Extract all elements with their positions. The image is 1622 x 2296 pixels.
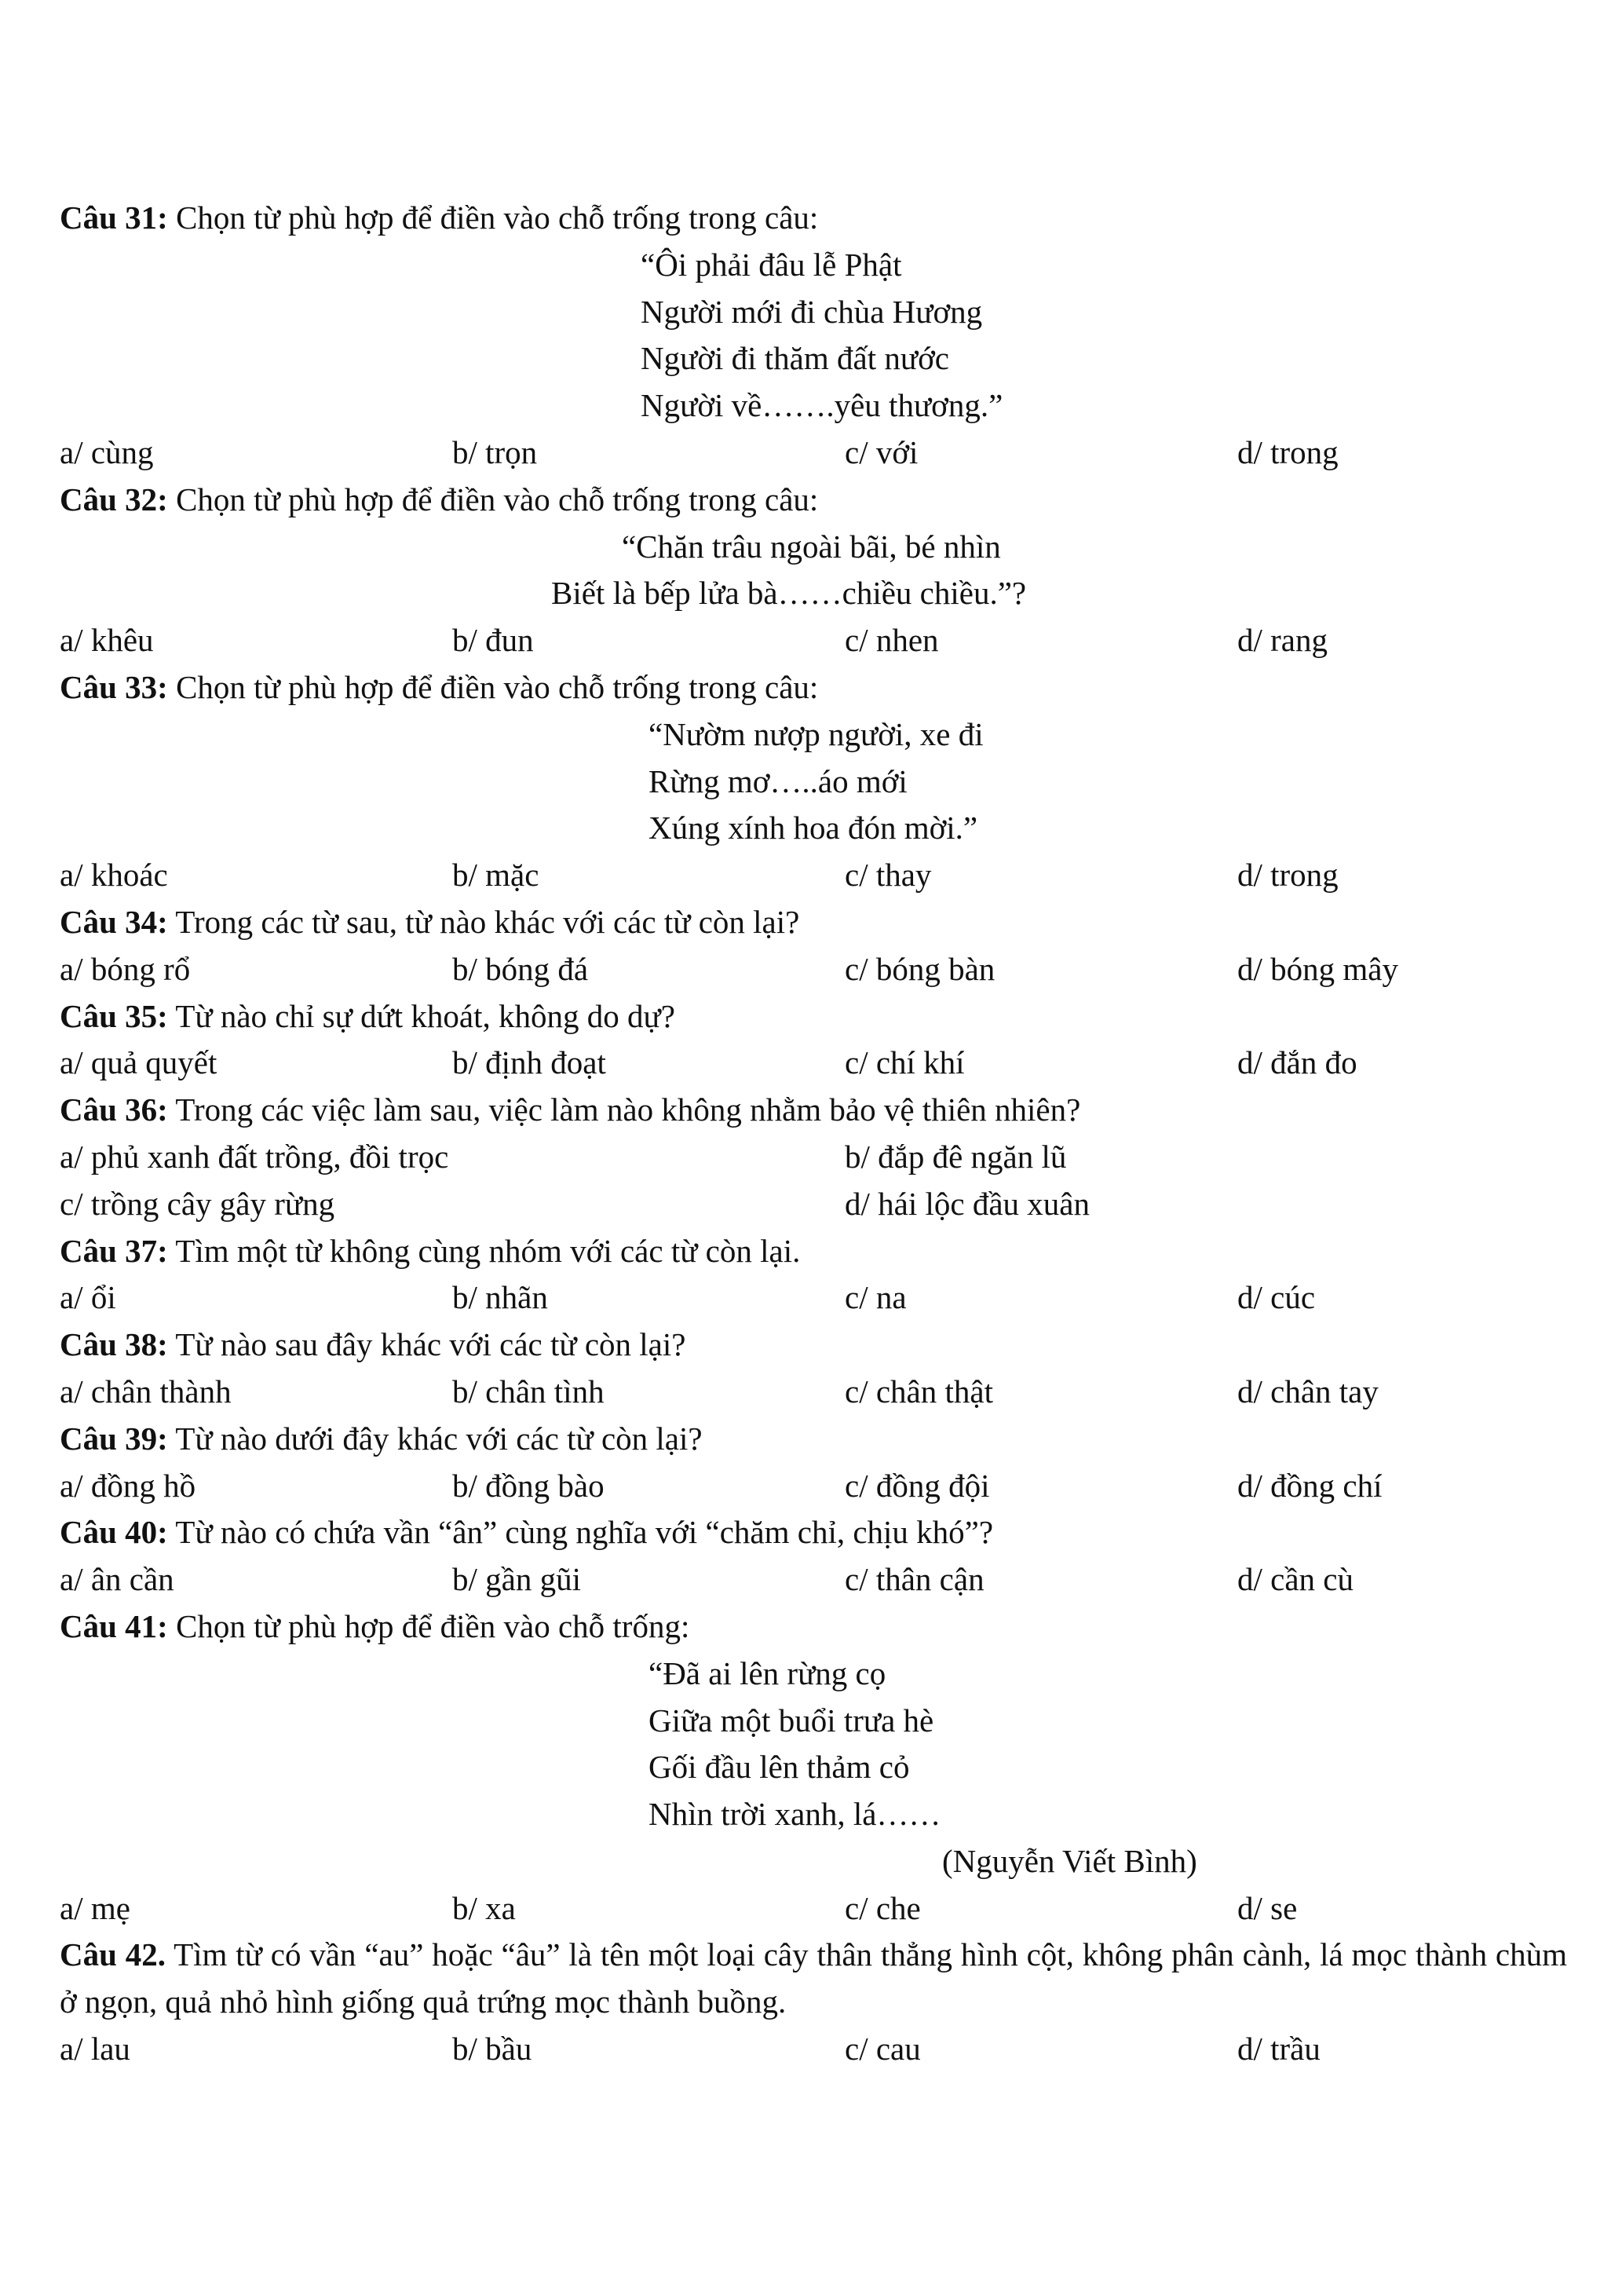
question-number: Câu 39: [60,1420,168,1457]
option-d: d/ cần cù [1237,1561,1353,1598]
question-number: Câu 41: [60,1607,168,1644]
option-b: b/ đồng bào [452,1467,605,1504]
options-36-row-2 [60,1181,1583,1228]
options-42 [60,2026,1583,2073]
option-c: c/ chân thật [845,1373,993,1409]
option-d: d/ đắn đo [1237,1044,1357,1081]
poem-line: “Đã ai lên rừng cọ [648,1654,886,1691]
option-a: a/ chân thành [60,1373,232,1409]
poem-line: Xúng xính hoa đón mời.” [648,810,978,846]
option-a: a/ lau [60,2031,130,2067]
question-41 [60,1603,1583,1651]
option-a: a/ phủ xanh đất trồng, đồi trọc [60,1138,449,1175]
poem-line: “Ôi phải đâu lễ Phật [641,246,902,283]
question-number: Câu 40: [60,1514,168,1551]
options-41 [60,1885,1583,1932]
option-b: b/ gần gũi [452,1561,581,1598]
option-d: d/ trầu [1237,2031,1321,2067]
option-a: a/ ân cần [60,1561,174,1598]
question-text: Tìm từ có vần “au” hoặc “âu” là tên một loại cây thân thẳng hình cột, không phân cành, lá mọc thành chùm ở ngọn, quả nhỏ hình giống quả trứng mọc thành buồng. [60,1936,1567,2020]
question-number: Câu 42. [60,1936,166,1973]
question-34 [60,899,1583,946]
question-number: Câu 37: [60,1232,168,1269]
option-c: c/ thay [845,857,932,894]
option-b: b/ đun [452,622,534,659]
poem-line: Giữa một buổi trưa hè [648,1702,934,1738]
poem-32 [60,524,1583,618]
option-d: d/ đồng chí [1237,1467,1383,1504]
options-34 [60,946,1583,993]
question-number: Câu 31: [60,199,168,236]
options-33 [60,852,1583,899]
worksheet-page [60,195,1583,2073]
question-text: Chọn từ phù hợp để điền vào chỗ trống: [167,1607,690,1644]
option-a: a/ bóng rổ [60,950,191,987]
options-40 [60,1556,1583,1603]
option-c: c/ chí khí [845,1044,965,1081]
poem-33 [60,711,1583,852]
options-36-row-1 [60,1134,1583,1181]
question-39 [60,1416,1583,1463]
option-c: c/ na [845,1279,907,1316]
question-number: Câu 36: [60,1091,168,1128]
question-text: Từ nào có chứa vần “ân” cùng nghĩa với “chăm chỉ, chịu khó”? [167,1514,994,1551]
poem-author: (Nguyễn Viết Bình) [942,1842,1197,1879]
option-c: c/ che [845,1889,921,1926]
question-number: Câu 35: [60,997,168,1034]
option-b: b/ chân tình [452,1373,605,1409]
poem-line: Người về…….yêu thương.” [641,387,1003,424]
option-d: d/ chân tay [1237,1373,1379,1409]
question-37 [60,1228,1583,1275]
question-text: Chọn từ phù hợp để điền vào chỗ trống trong câu: [167,668,819,705]
poem-line: “Nườm nượp người, xe đi [648,715,984,752]
option-d: d/ bóng mây [1237,950,1398,987]
question-text: Chọn từ phù hợp để điền vào chỗ trống trong câu: [167,481,819,517]
option-b: b/ bầu [452,2031,532,2067]
question-33 [60,664,1583,711]
question-36 [60,1087,1583,1134]
option-b: b/ xa [452,1889,516,1926]
option-a: a/ ổi [60,1279,116,1316]
question-number: Câu 32: [60,481,168,517]
option-b: b/ bóng đá [452,950,589,987]
option-c: c/ trồng cây gây rừng [60,1185,335,1222]
question-number: Câu 34: [60,903,168,940]
option-b: b/ nhãn [452,1279,548,1316]
question-text: Từ nào sau đây khác với các từ còn lại? [167,1326,686,1363]
question-text: Từ nào chỉ sự dứt khoát, không do dự? [167,997,675,1034]
question-31 [60,195,1583,242]
poem-41 [60,1651,1583,1838]
options-32 [60,617,1583,664]
option-d: d/ rang [1237,622,1328,659]
poem-line: Rừng mơ…..áo mới [648,762,908,799]
options-35 [60,1040,1583,1087]
question-text: Chọn từ phù hợp để điền vào chỗ trống trong câu: [167,199,819,236]
option-d: d/ hái lộc đầu xuân [845,1185,1090,1222]
question-number: Câu 38: [60,1326,168,1363]
options-38 [60,1369,1583,1416]
question-38 [60,1322,1583,1369]
poem-line: Biết là bếp lửa bà……chiều chiều.”? [551,575,1027,612]
question-text: Từ nào dưới đây khác với các từ còn lại? [167,1420,703,1457]
option-c: c/ đồng đội [845,1467,990,1504]
options-37 [60,1274,1583,1322]
option-a: a/ quả quyết [60,1044,217,1081]
option-d: d/ trong [1237,433,1339,470]
question-number: Câu 33: [60,668,168,705]
question-text: Trong các từ sau, từ nào khác với các từ còn lại? [167,903,800,940]
option-b: b/ định đoạt [452,1044,606,1081]
option-c: c/ cau [845,2031,921,2067]
option-b: b/ trọn [452,433,538,470]
option-a: a/ khêu [60,622,154,659]
option-a: a/ mẹ [60,1889,130,1926]
question-35 [60,993,1583,1040]
option-c: c/ bóng bàn [845,950,995,987]
question-32 [60,477,1583,524]
poem-line: Người đi thăm đất nước [641,340,949,377]
options-39 [60,1463,1583,1510]
poem-line: “Chăn trâu ngoài bãi, bé nhìn [622,528,1001,565]
option-b: b/ đắp đê ngăn lũ [845,1138,1067,1175]
option-c: c/ nhen [845,622,939,659]
option-a: a/ cùng [60,433,154,470]
poem-line: Người mới đi chùa Hương [641,293,983,330]
question-text: Tìm một từ không cùng nhóm với các từ còn lại. [167,1232,801,1269]
question-text: Trong các việc làm sau, việc làm nào không nhằm bảo vệ thiên nhiên? [167,1091,1081,1128]
question-40 [60,1509,1583,1556]
option-d: d/ se [1237,1889,1298,1926]
option-d: d/ trong [1237,857,1339,894]
option-a: a/ đồng hồ [60,1467,196,1504]
option-c: c/ với [845,433,919,470]
option-b: b/ mặc [452,857,539,894]
options-31 [60,430,1583,477]
option-d: d/ cúc [1237,1279,1316,1316]
option-c: c/ thân cận [845,1561,985,1598]
poem-line: Gối đầu lên thảm cỏ [648,1749,910,1786]
question-42 [60,1932,1567,2026]
option-a: a/ khoác [60,857,168,894]
poem-31 [60,242,1583,430]
poem-line: Nhìn trời xanh, lá…… [648,1796,941,1833]
